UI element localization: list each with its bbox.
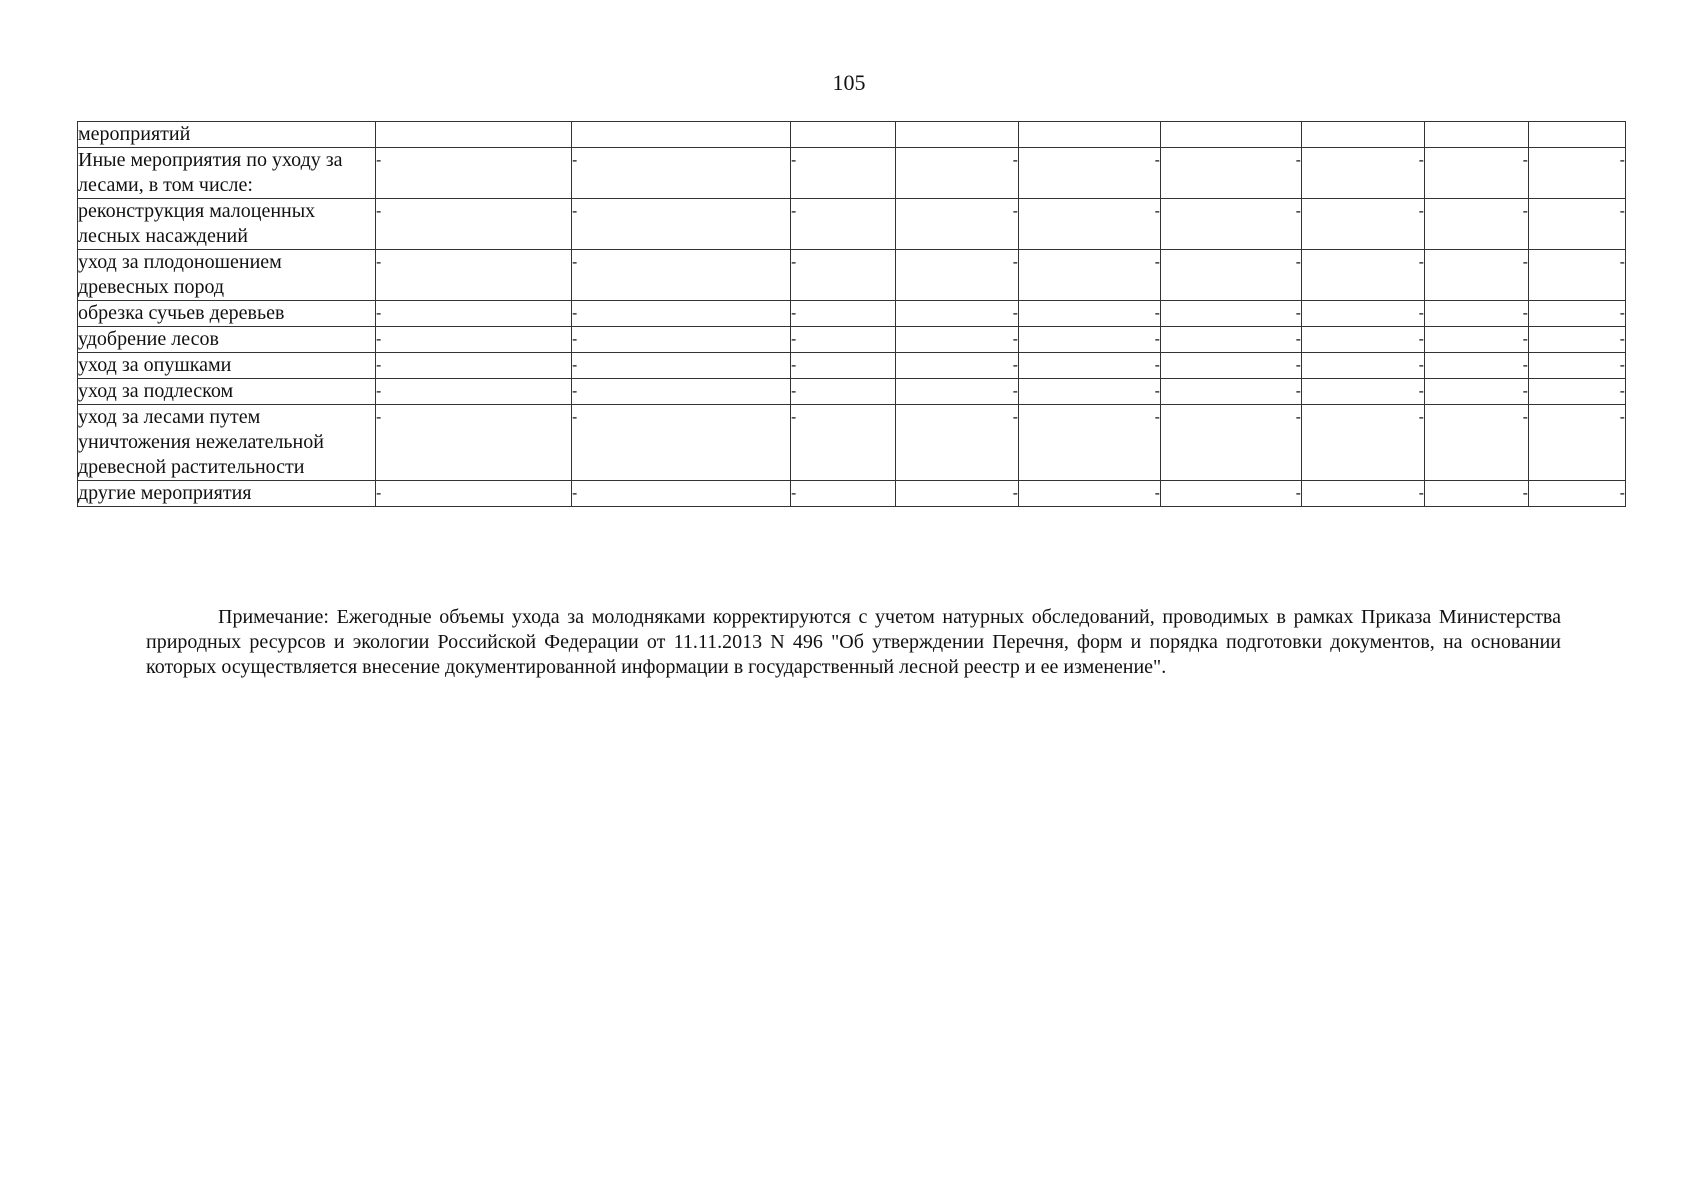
table-cell: -	[896, 250, 1019, 301]
table-cell	[1529, 122, 1626, 148]
table-cell: -	[1161, 250, 1302, 301]
table-row	[78, 199, 1626, 250]
table-cell: -	[1019, 327, 1161, 353]
table-cell: -	[376, 353, 572, 379]
table-cell: -	[1425, 405, 1529, 481]
table-cell: -	[791, 379, 896, 405]
table-row	[78, 250, 1626, 301]
table-cell: -	[1161, 327, 1302, 353]
table-cell: -	[1529, 148, 1626, 199]
table-cell: -	[572, 327, 791, 353]
table-row	[78, 148, 1626, 199]
table-cell: -	[1161, 148, 1302, 199]
table-cell: -	[1019, 405, 1161, 481]
row-label: уход за опушками	[78, 353, 376, 379]
table-cell: -	[1529, 301, 1626, 327]
table-cell	[1425, 122, 1529, 148]
row-label: Иные мероприятия по уходу за лесами, в том числе:	[78, 148, 376, 199]
table-cell	[1161, 122, 1302, 148]
row-label: реконструкция малоценных лесных насаждений	[78, 199, 376, 250]
table-cell: -	[791, 405, 896, 481]
table-cell: -	[1529, 379, 1626, 405]
table-cell: -	[1529, 481, 1626, 507]
table-cell: -	[1019, 301, 1161, 327]
table-cell: -	[572, 379, 791, 405]
table-cell: -	[1302, 250, 1425, 301]
table-cell	[572, 122, 791, 148]
table-cell: -	[1302, 301, 1425, 327]
table-cell: -	[572, 148, 791, 199]
table-cell: -	[1425, 327, 1529, 353]
table-cell: -	[791, 301, 896, 327]
row-label: уход за лесами путем уничтожения нежелательной древесной растительности	[78, 405, 376, 481]
table-cell: -	[1529, 327, 1626, 353]
row-label: уход за плодоношением древесных пород	[78, 250, 376, 301]
table-cell: -	[572, 250, 791, 301]
table-cell: -	[1302, 481, 1425, 507]
table-cell: -	[376, 199, 572, 250]
table-note: Примечание: Ежегодные объемы ухода за молодняками корректируются с учетом натурных обследований, проводимых в рамках Приказа Министерства природных ресурсов и экологии Российской Федерации от 11.11.2013 N 496 "Об утверждении Перечня, форм и порядка подготовки документов, на основании которых осуществляется внесение документированной информации в государственный лесной реестр и ее изменение".	[146, 606, 1561, 678]
table-cell	[1302, 122, 1425, 148]
table-cell: -	[896, 301, 1019, 327]
table-cell: -	[376, 379, 572, 405]
row-label: уход за подлеском	[78, 379, 376, 405]
table-cell: -	[1019, 481, 1161, 507]
table-cell: -	[1425, 301, 1529, 327]
table-cell: -	[376, 148, 572, 199]
table-row	[78, 122, 1626, 148]
table-cell: -	[1425, 199, 1529, 250]
table-cell	[791, 122, 896, 148]
table-cell: -	[791, 148, 896, 199]
table-cell: -	[1302, 148, 1425, 199]
table-cell: -	[791, 199, 896, 250]
table-cell: -	[791, 327, 896, 353]
table-cell: -	[791, 250, 896, 301]
table-cell: -	[1529, 353, 1626, 379]
table-cell: -	[376, 301, 572, 327]
table-cell: -	[572, 481, 791, 507]
table-cell: -	[1161, 481, 1302, 507]
table-cell: -	[1425, 353, 1529, 379]
table-cell: -	[1529, 199, 1626, 250]
table-cell: -	[572, 405, 791, 481]
table-cell: -	[1425, 379, 1529, 405]
table-row	[78, 481, 1626, 507]
table-cell: -	[376, 250, 572, 301]
table-cell: -	[1425, 481, 1529, 507]
table-row	[78, 327, 1626, 353]
table-cell: -	[1161, 199, 1302, 250]
table-cell: -	[376, 405, 572, 481]
table-cell: -	[1302, 405, 1425, 481]
table-cell: -	[896, 481, 1019, 507]
table-cell: -	[1019, 353, 1161, 379]
table-cell: -	[1529, 405, 1626, 481]
table-cell: -	[896, 379, 1019, 405]
table-cell: -	[896, 148, 1019, 199]
table-cell: -	[791, 353, 896, 379]
forest-care-table	[77, 121, 1626, 507]
row-label: другие мероприятия	[78, 481, 376, 507]
table-cell: -	[1529, 250, 1626, 301]
table-row	[78, 301, 1626, 327]
table-cell	[896, 122, 1019, 148]
row-label: мероприятий	[78, 122, 376, 148]
table-cell: -	[896, 353, 1019, 379]
table-cell: -	[1302, 353, 1425, 379]
table-row	[78, 405, 1626, 481]
table-cell	[376, 122, 572, 148]
table-cell: -	[1019, 250, 1161, 301]
row-label: обрезка сучьев деревьев	[78, 301, 376, 327]
row-label: удобрение лесов	[78, 327, 376, 353]
table-cell: -	[1161, 379, 1302, 405]
table-cell: -	[896, 199, 1019, 250]
table-cell: -	[1302, 199, 1425, 250]
table-cell: -	[572, 301, 791, 327]
table-cell: -	[1302, 379, 1425, 405]
table-cell: -	[1019, 199, 1161, 250]
table-cell: -	[896, 327, 1019, 353]
table-cell: -	[1302, 327, 1425, 353]
page-number: 105	[832, 70, 866, 95]
table-row	[78, 353, 1626, 379]
table-cell: -	[1161, 405, 1302, 481]
table-cell: -	[1425, 148, 1529, 199]
table-row	[78, 379, 1626, 405]
table-cell: -	[1425, 250, 1529, 301]
table-cell: -	[1161, 353, 1302, 379]
table-cell: -	[791, 481, 896, 507]
table-cell	[1019, 122, 1161, 148]
table-cell: -	[1161, 301, 1302, 327]
table-cell: -	[376, 481, 572, 507]
table-cell: -	[896, 405, 1019, 481]
table-cell: -	[572, 353, 791, 379]
table-cell: -	[1019, 148, 1161, 199]
table-cell: -	[572, 199, 791, 250]
table-cell: -	[1019, 379, 1161, 405]
table-cell: -	[376, 327, 572, 353]
